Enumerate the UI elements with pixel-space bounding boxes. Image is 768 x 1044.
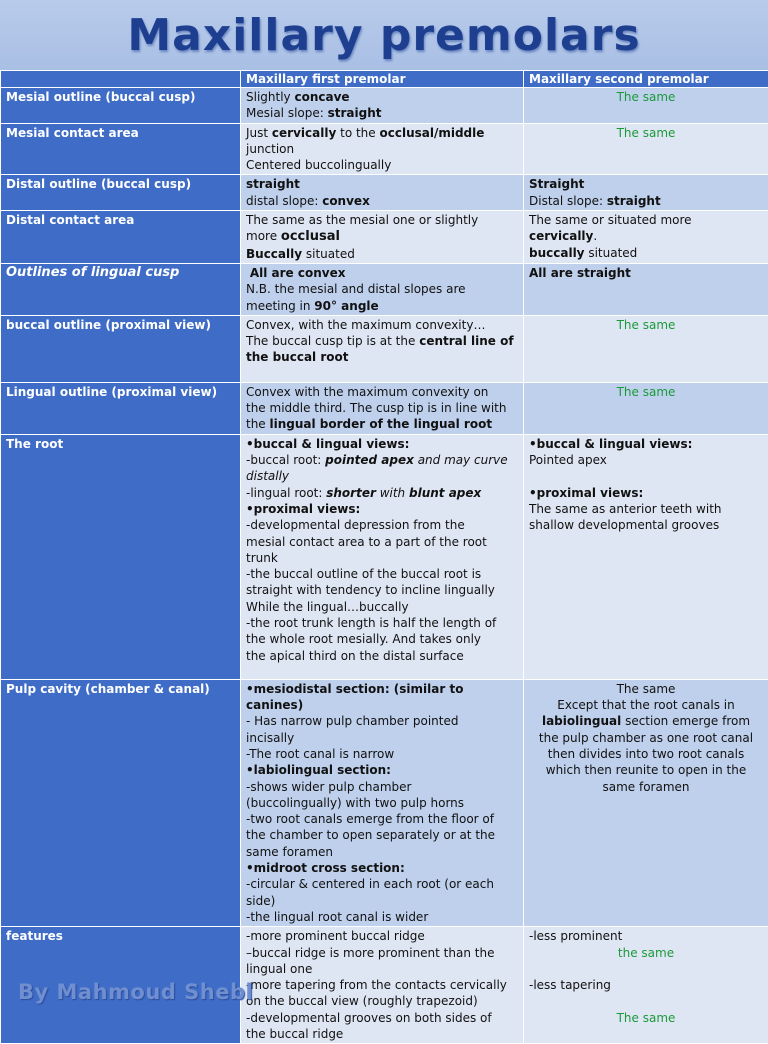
second-premolar-cell: -less prominent the same -less tapering The same [524, 927, 768, 1044]
row-label: Mesial contact area [1, 123, 241, 175]
table-row [1, 315, 768, 382]
header-first-premolar: Maxillary first premolar [241, 71, 524, 88]
second-premolar-cell: All are straight [524, 263, 768, 315]
second-premolar-cell: The same Except that the root canals in labiolingual section emerge from the pulp chamber as one root canal then divides into two root canals which then reunite to open in the same foramen [524, 679, 768, 926]
second-premolar-cell: Straight Distal slope: straight [524, 175, 768, 211]
first-premolar-cell: The same as the mesial one or slightly more occlusal Buccally situated [241, 211, 524, 264]
row-label: Mesial outline (buccal cusp) [1, 88, 241, 124]
table-row [1, 263, 768, 315]
table-header-row [1, 71, 768, 88]
first-premolar-cell: All are convex N.B. the mesial and distal slopes are meeting in 90° angle [241, 263, 524, 315]
second-premolar-cell: The same [524, 382, 768, 434]
table-row [1, 88, 768, 124]
second-premolar-cell: The same [524, 315, 768, 382]
first-premolar-cell: Convex with the maximum convexity on the middle third. The cusp tip is in line with the lingual border of the lingual root [241, 382, 524, 434]
table-row [1, 123, 768, 175]
row-label: Distal contact area [1, 211, 241, 264]
first-premolar-cell: •buccal & lingual views: -buccal root: pointed apex and may curve distally -lingual root: shorter with blunt apex •proximal views: -developmental depression from the mesial contact area to a part of the root trunk -the buccal outline of the buccal root is straight with tendency to incline lingually While the lingual…buccally -the root trunk length is half the length of the whole root mesially. And takes only the apical third on the distal surface [241, 434, 524, 679]
table-row [1, 382, 768, 434]
author-watermark: By Mahmoud Shebl [18, 980, 253, 1004]
first-premolar-cell: -more prominent buccal ridge –buccal ridge is more prominent than the lingual one -more tapering from the contacts cervically on the buccal view (roughly trapezoid) -developmental grooves on both sides of the buccal ridge [241, 927, 524, 1044]
row-label: Outlines of lingual cusp [1, 263, 241, 315]
table-row [1, 679, 768, 926]
first-premolar-cell: Convex, with the maximum convexity… The buccal cusp tip is at the central line of the buccal root [241, 315, 524, 382]
row-label: Lingual outline (proximal view) [1, 382, 241, 434]
second-premolar-cell: The same [524, 88, 768, 124]
row-label: buccal outline (proximal view) [1, 315, 241, 382]
first-premolar-cell: Slightly concave Mesial slope: straight [241, 88, 524, 124]
first-premolar-cell: •mesiodistal section: (similar to canines) - Has narrow pulp chamber pointed incisally -The root canal is narrow •labiolingual section: -shows wider pulp chamber (buccolingually) with two pulp horns -two root canals emerge from the floor of the chamber to open separately or at the same foramen •midroot cross section: -circular & centered in each root (or each side) -the lingual root canal is wider [241, 679, 524, 926]
row-label: features [1, 927, 241, 1044]
row-label: The root [1, 434, 241, 679]
header-second-premolar: Maxillary second premolar [524, 71, 768, 88]
row-label: Distal outline (buccal cusp) [1, 175, 241, 211]
second-premolar-cell: •buccal & lingual views: Pointed apex •proximal views: The same as anterior teeth with shallow developmental grooves [524, 434, 768, 679]
page-title: Maxillary premolars [0, 0, 768, 70]
table-row [1, 434, 768, 679]
first-premolar-cell: Just cervically to the occlusal/middle junction Centered buccolingually [241, 123, 524, 175]
first-premolar-cell: straight distal slope: convex [241, 175, 524, 211]
table-row [1, 211, 768, 264]
second-premolar-cell: The same [524, 123, 768, 175]
table-row [1, 175, 768, 211]
second-premolar-cell: The same or situated more cervically. buccally situated [524, 211, 768, 264]
comparison-table [0, 70, 768, 1044]
header-feature [1, 71, 241, 88]
row-label: Pulp cavity (chamber & canal) [1, 679, 241, 926]
